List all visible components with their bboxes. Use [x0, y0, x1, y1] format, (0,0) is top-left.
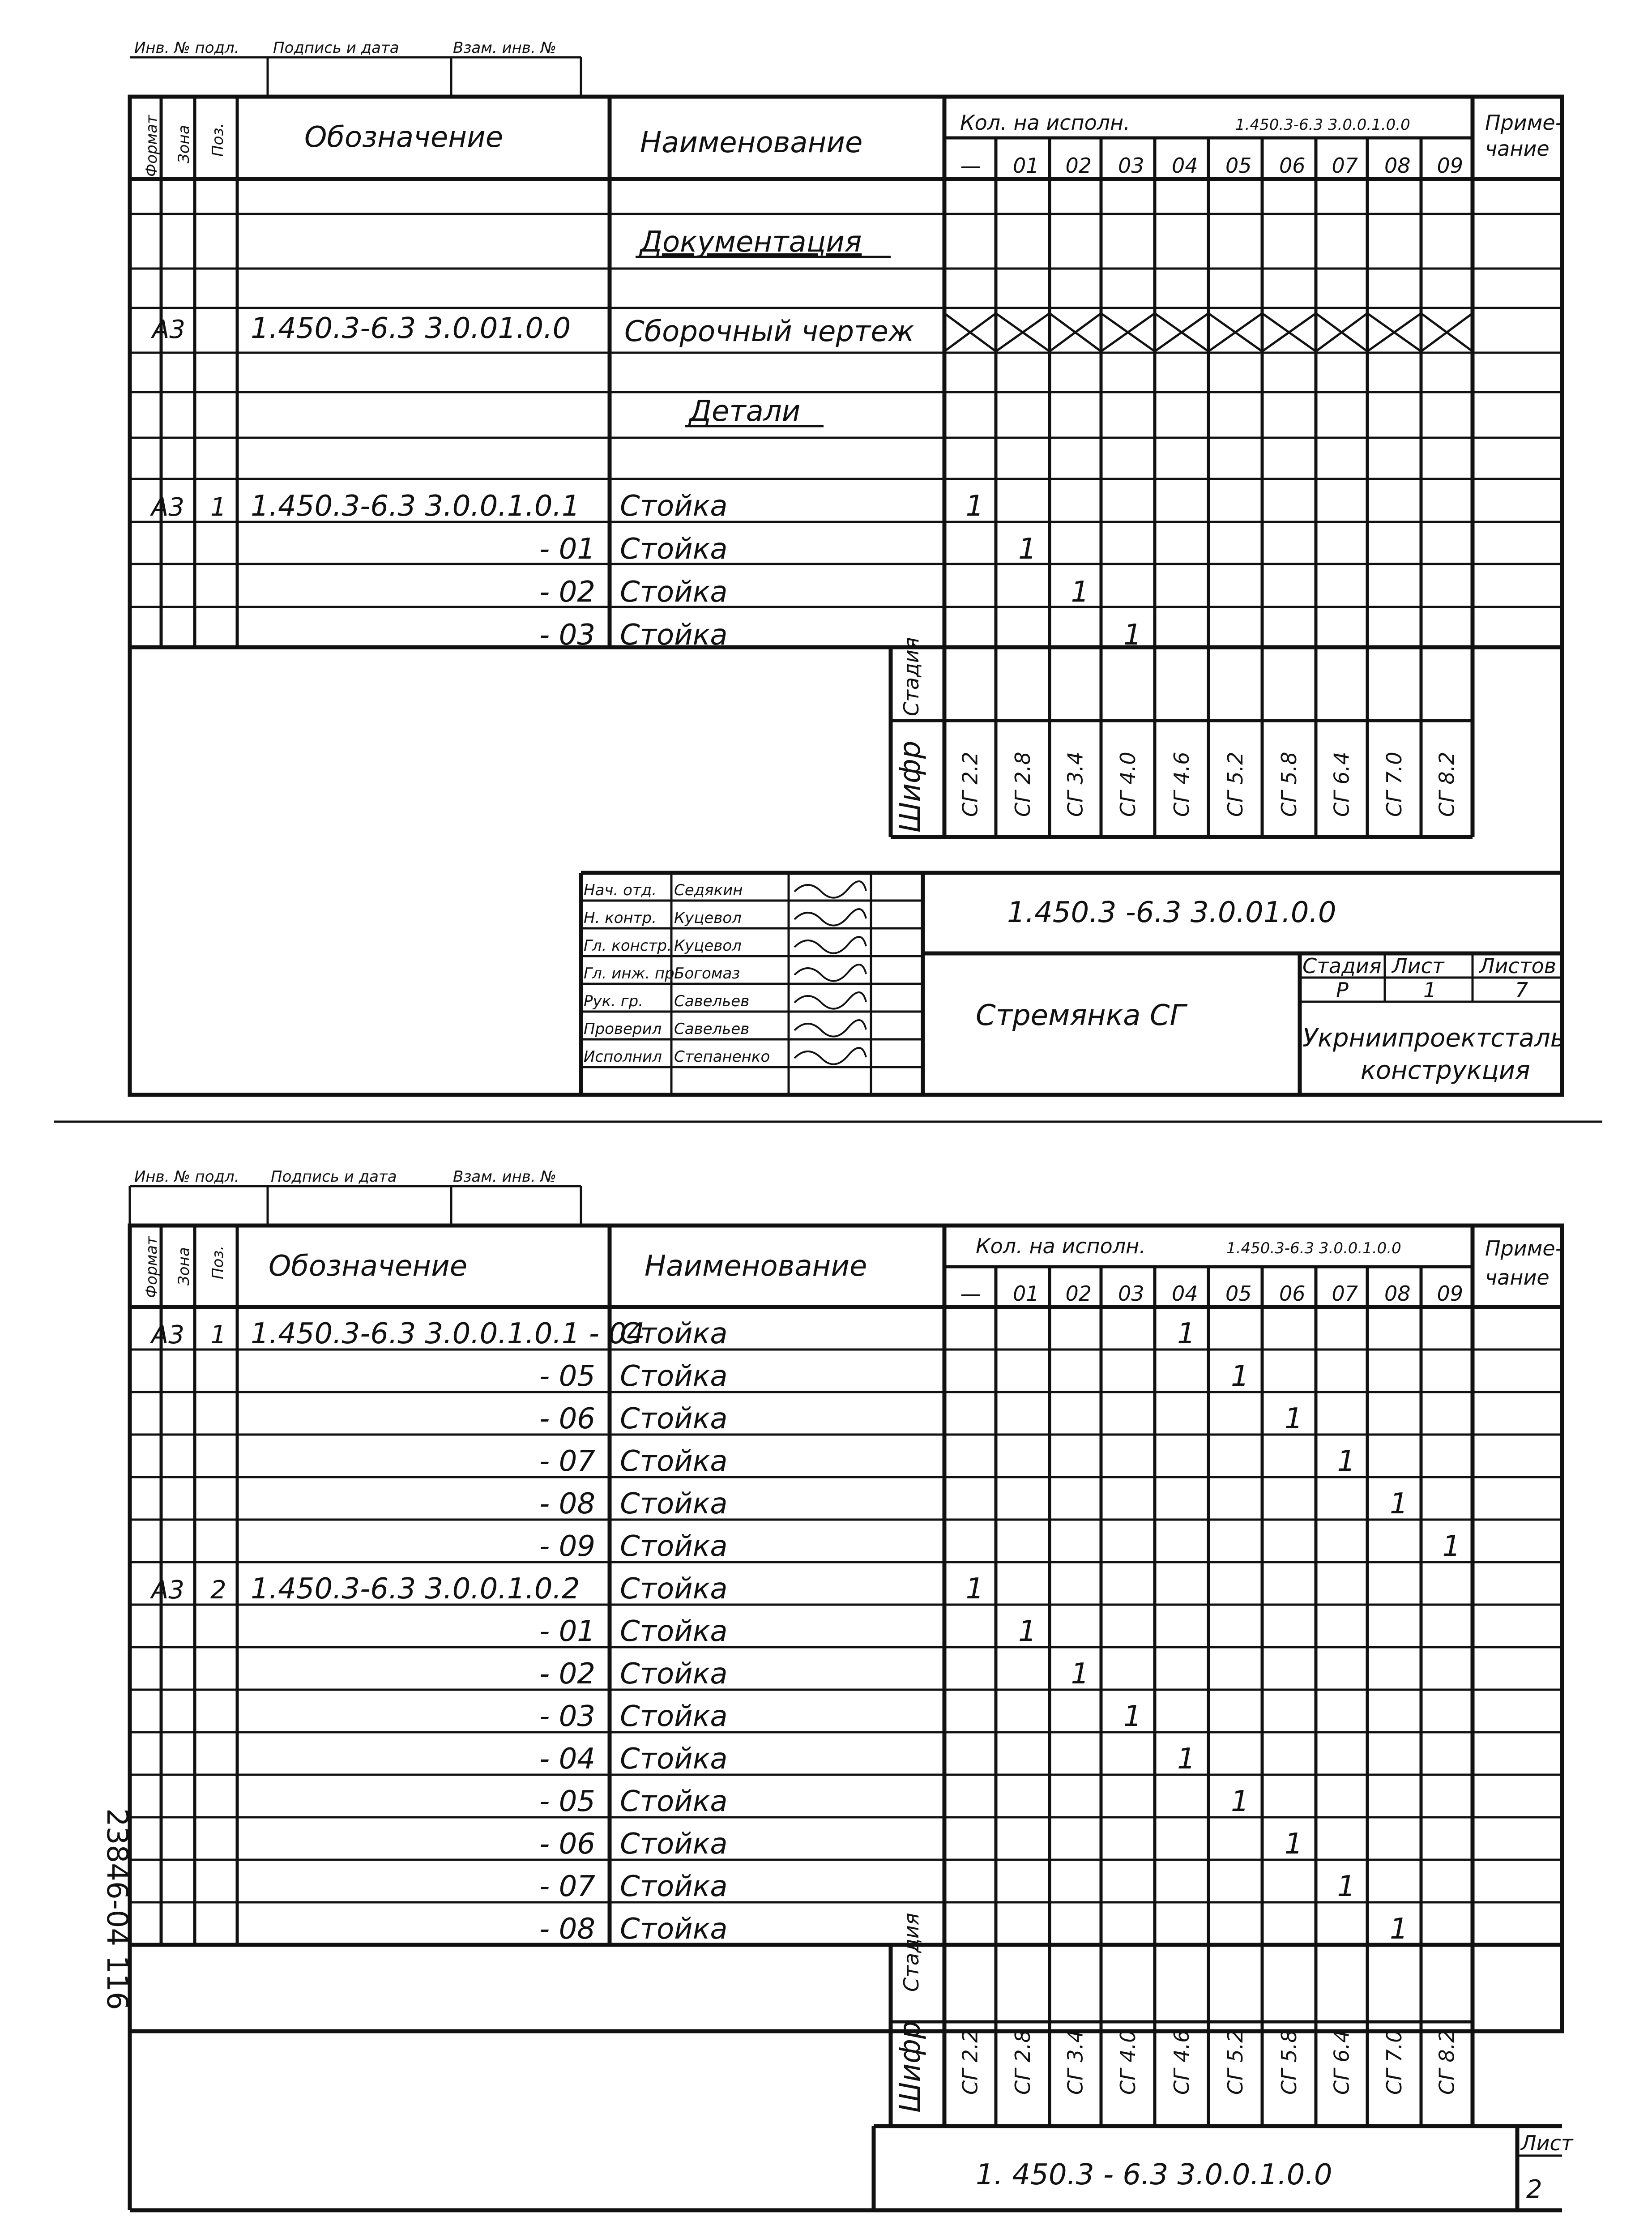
- s2-row-0-oboznachenie: 1.450.3-6.3 3.0.0.1.0.1 - 04: [251, 1317, 645, 1350]
- tb-org-line2: конструкция: [1361, 1056, 1530, 1085]
- s2-row-13-oboznachenie: - 07: [539, 1870, 595, 1903]
- tb-list-value: 1: [1423, 978, 1437, 1002]
- s2-row-12-oboznachenie: - 06: [539, 1828, 595, 1861]
- shifr-1: СГ 2.8: [1011, 2029, 1035, 2095]
- variant-header-5: 05: [1225, 154, 1252, 178]
- sheet2-title-block: [130, 2031, 1574, 2210]
- sheet1-code: 1.450.3 -6.3 3.0.01.0.0: [1007, 896, 1336, 929]
- s2-row-6-format: А3: [151, 1576, 184, 1605]
- shifr-1: СГ 2.8: [1011, 752, 1035, 817]
- shifr-3: СГ 4.0: [1116, 2029, 1140, 2095]
- tb-role-3: Гл. инж. пр.: [584, 965, 679, 982]
- tb-role-1: Н. контр.: [584, 909, 657, 927]
- doc-row-naimenovanie: Сборочный чертеж: [624, 315, 914, 348]
- header-primechanie-1: Приме-: [1485, 1236, 1563, 1260]
- header-zona: Зона: [175, 125, 193, 163]
- s2-row-11-naimenovanie: Стойка: [620, 1785, 728, 1818]
- tb-signature-4: [794, 992, 866, 1009]
- s2-row-2-qty: 1: [1285, 1402, 1303, 1435]
- s2-row-8-oboznachenie: - 02: [539, 1657, 595, 1691]
- tb-stadia-value: Р: [1336, 978, 1349, 1002]
- s1-row-2-naimenovanie: Стойка: [620, 576, 728, 609]
- s1-row-0-naimenovanie: Стойка: [620, 490, 728, 523]
- s2-row-5-naimenovanie: Стойка: [620, 1530, 728, 1563]
- sheet2-stadia-label: Стадия: [899, 1913, 923, 1992]
- header-kol-code: 1.450.3-6.3 3.0.0.1.0.0: [1226, 1239, 1401, 1257]
- s2-row-5-qty: 1: [1442, 1530, 1461, 1563]
- s1-row-1-qty: 1: [1018, 533, 1037, 566]
- shifr-2: СГ 3.4: [1063, 2029, 1088, 2095]
- tb-name-1: Куцевол: [674, 909, 742, 927]
- s2-row-14-oboznachenie: - 08: [539, 1913, 595, 1946]
- s2-row-13-qty: 1: [1337, 1870, 1356, 1903]
- sheet2-code: 1. 450.3 - 6.3 3.0.0.1.0.0: [976, 2158, 1332, 2191]
- sheet1-stadia-label: Стадия: [899, 637, 923, 716]
- s2-row-9-qty: 1: [1123, 1700, 1142, 1733]
- tb-signature-6: [794, 1048, 866, 1064]
- sheet2-grid: [130, 1226, 1562, 2126]
- header-kol-na-ispoln: Кол. на исполн.: [960, 111, 1130, 135]
- sheet1-grid: [130, 97, 1562, 837]
- s2-row-11-oboznachenie: - 05: [539, 1785, 595, 1818]
- header-kol-na-ispoln: Кол. на исполн.: [976, 1234, 1146, 1258]
- tb-signature-5: [794, 1020, 866, 1037]
- tb-role-6: Исполнил: [584, 1048, 662, 1066]
- s2-row-4-qty: 1: [1390, 1487, 1408, 1520]
- variant-header-2: 02: [1065, 1281, 1092, 1306]
- shifr-6: СГ 5.8: [1277, 752, 1301, 817]
- shifr-7: СГ 6.4: [1329, 2029, 1354, 2095]
- variant-header-3: 03: [1118, 1281, 1144, 1306]
- variant-header-0: —: [960, 154, 981, 178]
- shifr-0: СГ 2.2: [958, 752, 982, 817]
- doc-row-oboznachenie: 1.450.3-6.3 3.0.01.0.0: [251, 312, 571, 345]
- tb-name-5: Савельев: [674, 1020, 750, 1038]
- sheet1-rows: [150, 490, 1142, 652]
- s1-row-2-qty: 1: [1071, 576, 1089, 609]
- tb-role-2: Гл. констр.: [584, 937, 672, 955]
- variant-header-6: 06: [1279, 1281, 1306, 1306]
- s2-row-14-naimenovanie: Стойка: [620, 1913, 728, 1946]
- tb-name-4: Савельев: [674, 992, 750, 1010]
- s2-row-4-oboznachenie: - 08: [539, 1487, 595, 1520]
- s1-row-1-naimenovanie: Стойка: [620, 533, 728, 566]
- tb-name-2: Куцевол: [674, 937, 742, 955]
- s2-row-13-naimenovanie: Стойка: [620, 1870, 728, 1903]
- shifr-3: СГ 4.0: [1116, 752, 1140, 817]
- sheet2-header: [143, 1234, 1562, 1306]
- s2-row-2-oboznachenie: - 06: [539, 1402, 595, 1435]
- section-documentation: Документация: [640, 226, 862, 259]
- s2-row-0-naimenovanie: Стойка: [620, 1317, 728, 1350]
- sheet1-title-block: [581, 873, 1565, 1095]
- s2-row-6-oboznachenie: 1.450.3-6.3 3.0.0.1.0.2: [251, 1572, 580, 1606]
- s1-row-0-poz: 1: [210, 493, 226, 522]
- sheet2-list-number: 2: [1526, 2175, 1542, 2204]
- s2-row-8-qty: 1: [1071, 1657, 1089, 1691]
- shifr-4: СГ 4.6: [1170, 2029, 1194, 2095]
- s1-row-3-naimenovanie: Стойка: [620, 619, 728, 652]
- tb-signature-0: [794, 881, 866, 898]
- s2-row-8-naimenovanie: Стойка: [620, 1657, 728, 1691]
- tb-signature-3: [794, 965, 866, 981]
- s2-row-7-oboznachenie: - 01: [539, 1615, 595, 1648]
- s2-row-3-qty: 1: [1337, 1445, 1356, 1478]
- shifr-7: СГ 6.4: [1329, 752, 1354, 817]
- variant-header-8: 08: [1384, 1281, 1411, 1306]
- variant-header-1: 01: [1013, 154, 1039, 178]
- shifr-6: СГ 5.8: [1277, 2029, 1301, 2095]
- stamp-podpis-data: Подпись и дата: [271, 1168, 397, 1186]
- variant-header-2: 02: [1065, 154, 1092, 178]
- s2-row-0-poz: 1: [210, 1320, 226, 1350]
- tb-listov-header: Листов: [1479, 954, 1556, 978]
- s2-row-10-naimenovanie: Стойка: [620, 1743, 728, 1776]
- s2-row-12-naimenovanie: Стойка: [620, 1828, 728, 1861]
- tb-role-5: Проверил: [584, 1020, 662, 1038]
- s2-row-9-oboznachenie: - 03: [539, 1700, 595, 1733]
- header-format: Формат: [143, 115, 161, 177]
- s2-row-14-qty: 1: [1390, 1913, 1408, 1946]
- tb-name-0: Седякин: [674, 881, 743, 899]
- shifr-9: СГ 8.2: [1434, 752, 1459, 817]
- shifr-8: СГ 7.0: [1382, 752, 1406, 817]
- s2-row-4-naimenovanie: Стойка: [620, 1487, 728, 1520]
- header-primechanie-1: Приме-: [1485, 111, 1563, 135]
- sheet1-top-stamp: [130, 39, 581, 97]
- side-note: 23846-04 116: [100, 1808, 133, 2010]
- tb-org-line1: Укрниипроектсталь: [1302, 1024, 1565, 1053]
- s1-row-0-oboznachenie: 1.450.3-6.3 3.0.0.1.0.1: [251, 490, 580, 523]
- s2-row-10-oboznachenie: - 04: [539, 1743, 595, 1776]
- s2-row-2-naimenovanie: Стойка: [620, 1402, 728, 1435]
- tb-role-0: Нач. отд.: [584, 881, 657, 899]
- shifr-5: СГ 5.2: [1223, 752, 1247, 817]
- s1-row-3-qty: 1: [1123, 619, 1142, 652]
- header-oboznachenie: Обозначение: [304, 121, 504, 154]
- sheet2-shifr-label: Шифр: [894, 2020, 927, 2113]
- header-zona: Зона: [175, 1247, 193, 1286]
- variant-header-1: 01: [1013, 1281, 1039, 1306]
- sheet1-title: Стремянка СГ: [976, 999, 1186, 1032]
- s2-row-7-naimenovanie: Стойка: [620, 1615, 728, 1648]
- s2-row-12-qty: 1: [1285, 1828, 1303, 1861]
- s1-row-2-oboznachenie: - 02: [539, 576, 595, 609]
- s1-row-1-oboznachenie: - 01: [539, 533, 595, 566]
- variant-header-7: 07: [1332, 1281, 1358, 1306]
- stamp-inv-podl: Инв. № подл.: [134, 39, 239, 57]
- s1-row-0-qty: 1: [965, 490, 984, 523]
- shifr-9: СГ 8.2: [1434, 2029, 1459, 2095]
- tb-stadia-header: Стадия: [1302, 954, 1382, 978]
- tb-role-4: Рук. гр.: [584, 992, 644, 1010]
- shifr-4: СГ 4.6: [1170, 752, 1194, 817]
- shifr-8: СГ 7.0: [1382, 2029, 1406, 2095]
- doc-row-format: А3: [152, 315, 185, 344]
- header-oboznachenie: Обозначение: [269, 1250, 468, 1283]
- variant-header-4: 04: [1172, 154, 1198, 178]
- sheet1-header: [143, 111, 1562, 178]
- shifr-0: СГ 2.2: [958, 2029, 982, 2095]
- s2-row-1-naimenovanie: Стойка: [620, 1360, 728, 1393]
- s2-row-9-naimenovanie: Стойка: [620, 1700, 728, 1733]
- s2-row-10-qty: 1: [1177, 1743, 1195, 1776]
- variant-header-4: 04: [1172, 1281, 1198, 1306]
- header-primechanie-2: чание: [1485, 1265, 1550, 1290]
- header-primechanie-2: чание: [1485, 137, 1550, 161]
- stamp-vzam-inv: Взам. инв. №: [453, 39, 556, 57]
- s2-row-3-oboznachenie: - 07: [539, 1445, 595, 1478]
- header-format: Формат: [143, 1236, 161, 1298]
- variant-header-6: 06: [1279, 154, 1306, 178]
- s2-row-5-oboznachenie: - 09: [539, 1530, 595, 1563]
- header-naimenovanie: Наименование: [645, 1250, 867, 1283]
- s1-row-0-format: А3: [151, 493, 184, 522]
- header-naimenovanie: Наименование: [640, 126, 863, 159]
- stamp-vzam-inv: Взам. инв. №: [453, 1168, 556, 1186]
- sheet-1: [130, 39, 1565, 1095]
- header-kol-code: 1.450.3-6.3 3.0.0.1.0.0: [1235, 116, 1410, 134]
- s2-row-3-naimenovanie: Стойка: [620, 1445, 728, 1478]
- variant-header-9: 09: [1437, 1281, 1464, 1306]
- s2-row-1-oboznachenie: - 05: [539, 1360, 595, 1393]
- sheet2-top-stamp: [130, 1168, 581, 1226]
- variant-header-9: 09: [1437, 154, 1464, 178]
- s2-row-0-qty: 1: [1177, 1317, 1195, 1350]
- variant-header-5: 05: [1225, 1281, 1252, 1306]
- sheet2-list-label: Лист: [1521, 2131, 1573, 2155]
- tb-signature-2: [794, 937, 866, 953]
- s2-row-6-qty: 1: [965, 1572, 984, 1606]
- s2-row-6-poz: 2: [210, 1576, 226, 1605]
- s2-row-7-qty: 1: [1018, 1615, 1037, 1648]
- variant-header-8: 08: [1384, 154, 1411, 178]
- s2-row-11-qty: 1: [1231, 1785, 1249, 1818]
- stamp-inv-podl: Инв. № подл.: [134, 1168, 239, 1186]
- tb-list-header: Лист: [1392, 954, 1444, 978]
- header-poz: Поз.: [209, 1245, 227, 1279]
- section-details: Детали: [689, 395, 801, 428]
- shifr-2: СГ 3.4: [1063, 752, 1088, 817]
- shifr-5: СГ 5.2: [1223, 2029, 1247, 2095]
- s2-row-6-naimenovanie: Стойка: [620, 1572, 728, 1606]
- s2-row-1-qty: 1: [1231, 1360, 1249, 1393]
- variant-header-7: 07: [1332, 154, 1358, 178]
- variant-header-3: 03: [1118, 154, 1144, 178]
- sheet-2: [130, 1168, 1574, 2210]
- tb-listov-value: 7: [1515, 978, 1528, 1002]
- tb-signature-1: [794, 909, 866, 926]
- tb-name-3: Богомаз: [674, 965, 740, 982]
- variant-header-0: —: [960, 1281, 981, 1306]
- stamp-podpis-data: Подпись и дата: [273, 39, 399, 57]
- sheet2-rows: [150, 1317, 1460, 1946]
- header-poz: Поз.: [209, 123, 227, 157]
- s1-row-3-oboznachenie: - 03: [539, 619, 595, 652]
- sheet1-shifr-label: Шифр: [894, 740, 927, 833]
- tb-name-6: Степаненко: [674, 1048, 770, 1066]
- s2-row-0-format: А3: [151, 1320, 184, 1350]
